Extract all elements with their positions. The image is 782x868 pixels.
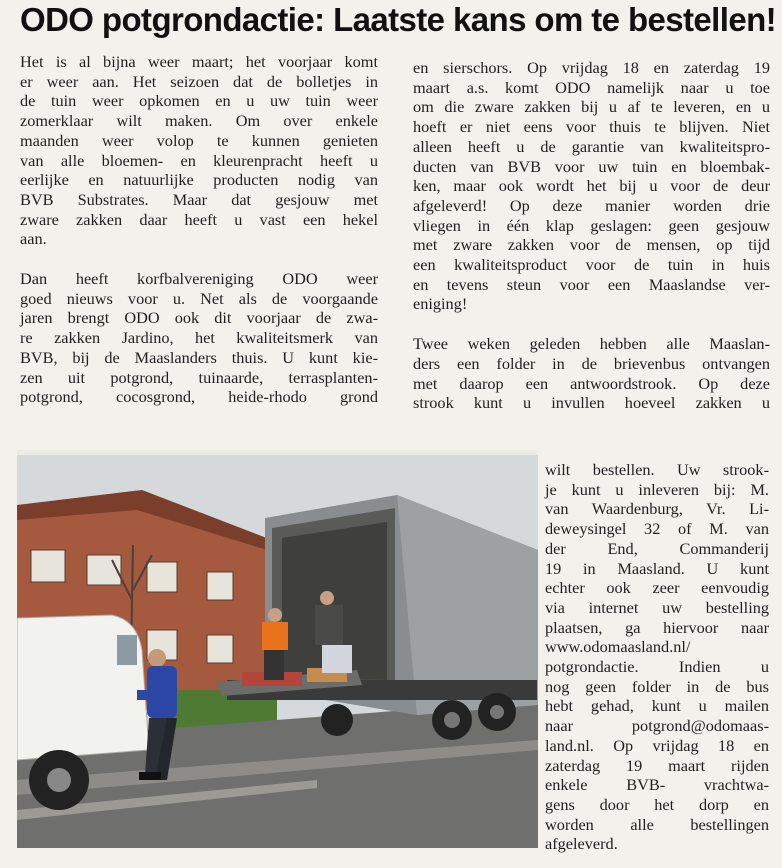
text-line: potgrond, cocosgrond, heide-rhodo grond: [20, 387, 378, 407]
text-line: een kwaliteitsproduct voor de tuin in huis: [413, 255, 770, 275]
photo-illustration: [17, 450, 538, 848]
text-line: zen uit potgrond, tuinaarde, terrasplanten-: [20, 367, 378, 387]
delivery-truck-photo: [17, 450, 538, 848]
email-address: naar potgrond@odomaas-: [545, 716, 769, 736]
text-line: BVB, bij de Maaslanders thuis. U kunt kie-: [20, 347, 378, 367]
text-line: jaren brengt ODO ook dit voorjaar de zwa-: [20, 308, 378, 328]
text-line: zaterdag 19 maart rijden: [545, 755, 769, 775]
text-line: eerlijke en natuurlijke producten nodig van: [20, 170, 378, 190]
text-line: wilt bestellen. Uw strook-: [545, 460, 769, 479]
text-line: echter ook zeer eenvoudig: [545, 578, 769, 598]
text-line: en sierschors. Op vrijdag 18 en zaterdag 19: [413, 58, 770, 77]
website-url: www.odomaasland.nl/: [545, 637, 691, 657]
narrow-column: [545, 460, 769, 854]
text-line: potgrondactie. Indien u: [545, 657, 769, 677]
text-line: afgeleverd.: [545, 834, 618, 854]
text-line: re zakken Jardino, het kwaliteitsmerk van: [20, 328, 378, 348]
text-line: Twee weken geleden hebben alle Maaslan-: [413, 334, 770, 354]
text-line: vliegen in één klap geslagen: geen gesjouw: [413, 215, 770, 235]
text-line: je kunt u inleveren bij: M.: [545, 479, 769, 499]
text-line: afgeleverd! Op deze manier worden drie: [413, 195, 770, 215]
text-line: goed nieuws voor u. Net als de voorgaande: [20, 288, 378, 308]
text-line: om die zware zakken bij u af te leveren, en u: [413, 97, 770, 117]
right-column: [413, 58, 770, 413]
text-line: der End, Commanderij: [545, 538, 769, 558]
text-line: zomerklaar wilt maken. Om over enkele: [20, 111, 378, 131]
text-line: ducten van BVB voor uw tuin en bloembak-: [413, 156, 770, 176]
left-paragraph-1: [20, 52, 378, 249]
text-line: alleen heeft u de garantie van kwaliteitspro-: [413, 136, 770, 156]
text-line: van Waardenburg, Vr. Li-: [545, 499, 769, 519]
text-line: strook kunt u invullen hoeveel zakken u: [413, 393, 770, 413]
text-line: plaatsen, ga hiervoor naar: [545, 617, 769, 637]
text-line: Dan heeft korfbalvereniging ODO weer: [20, 269, 378, 289]
text-line: eniging!: [413, 294, 468, 314]
text-line: enkele BVB- vrachtwa-: [545, 775, 769, 795]
left-column: [20, 52, 378, 407]
article-headline: ODO potgrondactie: Laatste kans om te bestellen!: [20, 1, 777, 38]
text-line: Het is al bijna weer maart; het voorjaar komt: [20, 52, 378, 71]
text-line: met daarop een antwoordstrook. Op deze: [413, 373, 770, 393]
text-line: de tuin weer opkomen en u uw tuin weer: [20, 91, 378, 111]
text-line: land.nl. Op vrijdag 18 en: [545, 735, 769, 755]
text-line: er weer aan. Het seizoen dat de bolletjes in: [20, 71, 378, 91]
text-line: 19 in Maasland. U kunt: [545, 558, 769, 578]
right-paragraph-2: [413, 334, 770, 413]
text-line: en tevens steun voor een Maaslandse ver-: [413, 274, 770, 294]
text-line: aan.: [20, 229, 47, 249]
text-line: hebt gehad, kunt u mailen: [545, 696, 769, 716]
text-line: deweysingel 32 of M. van: [545, 519, 769, 539]
text-line: worden alle bestellingen: [545, 814, 769, 834]
text-line: zware zakken daar heeft u vast een hekel: [20, 209, 378, 229]
text-line: ders een folder in de brievenbus ontvangen: [413, 353, 770, 373]
text-line: via internet uw bestelling: [545, 597, 769, 617]
text-line: gens door het dorp en: [545, 794, 769, 814]
text-line: maart a.s. komt ODO namelijk naar u toe: [413, 77, 770, 97]
text-line: maanden weer volop te kunnen genieten: [20, 130, 378, 150]
right-paragraph-1: [413, 58, 770, 314]
text-line: hoeft er niet eens voor thuis te blijven. Niet: [413, 117, 770, 137]
text-line: met zware zakken voor de mensen, op tijd: [413, 235, 770, 255]
text-line: van alle bloemen- en kleurenpracht heeft u: [20, 150, 378, 170]
text-line: BVB Substrates. Maar dat gesjouw met: [20, 189, 378, 209]
left-paragraph-2: [20, 269, 378, 407]
text-line: ken, maar ook wordt het bij u voor de deur: [413, 176, 770, 196]
text-line: nog geen folder in de bus: [545, 676, 769, 696]
